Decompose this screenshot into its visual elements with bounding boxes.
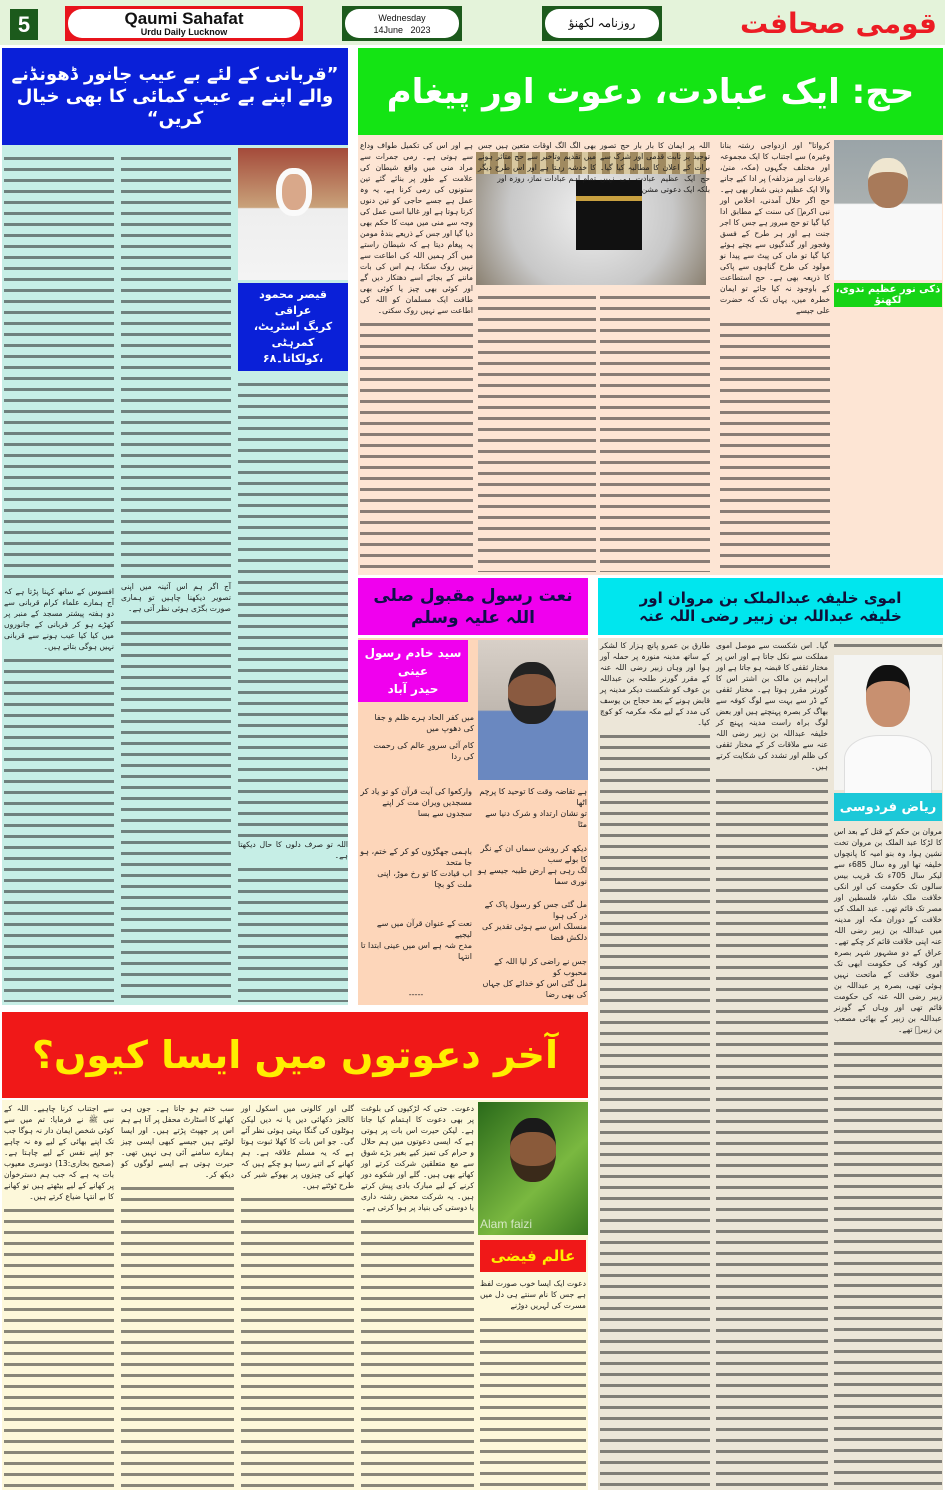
roznama-box — [542, 6, 662, 41]
author-photo-alam — [478, 1102, 588, 1235]
umayyad-author-caption: ریاض فردوسی — [834, 793, 942, 821]
dawat-column-2 — [361, 1103, 474, 1488]
poem-line: وارکعوا کی آیت قرآن کو تو یاد کر — [360, 787, 472, 796]
author-photo-qaiser — [238, 148, 348, 280]
urdu-logo: قومی صحافت — [739, 7, 937, 40]
qurbani-headline-line1: ”قربانی کے لئے بے عیب جانور ڈھونڈنے — [11, 63, 339, 85]
poet-photo — [478, 640, 588, 780]
couplet — [477, 899, 587, 943]
photo-watermark: Alam faizi — [480, 1217, 533, 1231]
column-text: دعوت ایک ایسا خوب صورت لفظ ہے جس کا نام سنتے ہی دل میں مسرت کی لہریں دوڑنے — [480, 1279, 586, 1310]
qurbani-author-caption — [238, 283, 348, 371]
column-text: طارق بن عمرو پانچ ہزار کا لشکر کے ساتھ مدینہ منورہ پر حملہ آور ہوا اور وہاں زبیر رضی اللہ عنہ کے مقرر گورنر طلحہ بن عبداللہ بن عوف کو شکست دیکر مدینہ پر قابض ہونے کے بعد حجاج بن یوسف کی مدد کے لیے مکہ مکرمہ کو کوچ کیا۔ — [600, 641, 710, 727]
poem-line: اب قیادت کا تو رخ موڑ، اپنی ملت کو بچا — [377, 869, 472, 890]
hajj-headline: حج: ایک عبادت، دعوت اور پیغام — [358, 48, 943, 135]
brand-box — [65, 6, 303, 41]
poem-line: باہمی جھگڑوں کو کر کے ختم، ہو جا متحد — [360, 847, 472, 868]
author-photo-riyaz — [834, 655, 942, 790]
author-photo-zaki — [834, 140, 942, 280]
couplet — [477, 843, 587, 887]
umayyad-column-2 — [716, 640, 828, 1488]
qurbani-column-2 — [121, 150, 231, 1002]
hajj-column-3 — [478, 140, 596, 572]
poem-line: مل گئی جس کو رسول پاک کے در کی ہوا — [484, 900, 587, 921]
date-box — [342, 6, 462, 41]
brand-name: Qaumi Sahafat — [124, 9, 244, 28]
poet-city: حیدر آباد — [387, 682, 439, 696]
column-text: گلی اور کالونی میں اسکول اور کالجز دکھائی دیں یا نہ دیں لیکن ہوٹلوں کی گنگا بہتی ہوئی نظر آئے گی۔ جو اس بات کا کھلا ثبوت ہوتا ہے کہ یہ مسلم علاقہ ہے۔ ہم کھانے کے اتنے رسیا ہو چکے ہیں کہ کھانے کی چیزوں پر بھوکے شیر کی طرح ٹوٹتے ہیں۔ — [241, 1104, 354, 1190]
weekday: Wednesday — [378, 13, 426, 23]
column-text: اللہ تو صرف دلوں کا حال دیکھتا ہے۔ — [238, 840, 348, 860]
poem-line: دیکھ کر روشن سماں ان کے نگر کا بولے سب — [480, 843, 587, 864]
poem-line: لگ رہی ہے ارض طیبہ جیسے ہو نوری سما — [477, 865, 587, 886]
column-text: سے اجتناب کرنا چاہیے۔ اللہ کے نبی ﷺ نے فرمایا: تم میں سے کوئی شخص ایمان دار نہ ہوگا جب تک اپنے بھائی کے لیے وہ نہ چاہے جو اپنے نفس کے لیے چاہتا ہے۔ (صحیح بخاری:13) دوسری معیوب بات یہ ہے کہ جب ہم دسترخوان پر کھانے کے لیے بیٹھتے ہیں تو کھانے کا بے انتہا ضیاع کرتے ہیں۔ — [4, 1104, 114, 1201]
column-text: افسوس کے ساتھ کہنا پڑتا ہے کہ آج ہمارے علماء کرام قربانی سے دو ہفتہ پیشتر مسجد کے منبر پر کھڑے ہو کر قربانی کے جانوروں میں کیا کیا عیب ہونے سے قربانی نہیں ہوگی بتاتے ہیں۔ — [4, 587, 114, 652]
poem-line: منسلک اس سے ہوئی تقدیر کی دلکش فضا — [481, 922, 587, 943]
naat-poet-caption — [358, 640, 468, 702]
dawat-column-1 — [480, 1278, 586, 1488]
couplet — [477, 786, 587, 830]
poem-line: کام آئی سرورِ عالم کی رحمت کی ردا — [373, 741, 474, 761]
column-text: کرواتا" اور ازدواجی رشتہ بنانا وغیرہ) سے اجتناب کا ایک مجموعہ اور مختلف جگہوں (مکہ، منیٰ، عرفات اور مزدلفہ) پر ادا کیے جانے والا ایک عظیم دینی شعار بھی ہے۔ حج اگر حلال آمدنی، اخلاص اور نبی اکرمؐ کی سنت کے مطابق ادا کیا گیا تو حج مبرور ہے جس کا اجر جنت ہے اور ہر طرح کے فسق وفجور اور گندگیوں سے بچتے ہوئے کیا گیا تو ماں کی پیٹ سے پیدا نو مولود کی طرح گناہوں سے پاکی کا ذریعہ بھی ہے۔ حج استطاعت کے باوجود نہ کیا جائے تو ایمان خطرہ میں، یہاں تک کہ حضرت علی جیسے — [720, 141, 830, 315]
umayyad-headline-line2: خلیفہ عبداللہ بن زبیر رضی اللہ عنہ — [639, 606, 902, 625]
hajj-column-1 — [720, 140, 830, 572]
hajj-column-2 — [600, 140, 710, 572]
column-text: اللہ پر ایمان کا بار بار حج تصور توحید پر ثابت قدمی اور شرک سے برات کے اعلان کا مطالبہ کیا گیا۔ حج ایک عظیم عبادت ہی نہیں بلکہ ایک دعوتی مشن — [600, 141, 710, 194]
roznama-label: روزنامہ لکھنؤ — [545, 9, 659, 38]
dawat-column-3 — [241, 1103, 354, 1488]
naat-column-left — [360, 786, 472, 1000]
poem-line: مسجدیں ویران مت کر اپنے سجدوں سے بسا — [382, 798, 472, 818]
column-text: ہے اور اس کی تکمیل طواف وداع سے ہوتی ہے۔ رمی جمرات سے مراد منی میں واقع شیطان کی علامت کے طور پر بنائے گئے تین ستونوں کی رمی کرنا ہے، یہ وہ عمل ہے جسے حاجی کو تین دنوں کرنا ہوتا ہے اور غالبا اسی عمل کی وجہ سے منی میں میت کا حکم بھی دیا گیا اور جس کے ذریعے بندۂ مومن یہ پیغام دیتا ہے کہ شیطان راستے میں آکر ہمیں اللہ کی اطاعت سے نہیں روک سکتا، ہم اس کی بات ماننے کے بجائے اسے دھتکار دیں گے اور کوئی بھی چیز یا کوئی بھی طاقت ایک مسلمان کو اللہ کی اطاعت سے نہیں روک سکتی۔ — [360, 141, 473, 315]
umayyad-headline — [598, 578, 943, 635]
qurbani-column-3 — [238, 376, 348, 1002]
poem-line: میں کفر الحاد ہرے ظلم و جفا کی دھوپ میں — [374, 713, 474, 733]
page-number: 5 — [10, 9, 38, 40]
author-address-1: کریگ اسٹریٹ، کمرہٹی — [253, 320, 333, 349]
date: 14June 2023 — [373, 25, 431, 35]
couplet — [360, 786, 472, 819]
end-mark: ----- — [408, 989, 424, 999]
poem-line: مدح شہ ہے اس میں عینی ابتدا تا انتہا — [360, 940, 472, 961]
couplet — [360, 846, 472, 890]
naat-intro — [362, 712, 474, 762]
poem-line: ہے تقاضہ وقت کا توحید کا پرچم اٹھا — [479, 787, 587, 807]
qurbani-column-1 — [4, 150, 114, 1002]
poem-line: جس نے راضی کر لیا اللہ کے محبوب کو — [494, 956, 587, 977]
hajj-column-4 — [360, 140, 473, 572]
author-name: قیصر محمود عراقی — [259, 288, 327, 317]
column-text: بھی الگ الگ اوقات متعین ہیں جس میں تقدیم وتاخیر سے حج متاثر ہونے کا خدشہ رہتا ہے اور اس طرح دیگر تمام اہم عبادات نماز، روزہ اور — [478, 141, 596, 183]
hajj-author-caption: ذکی نور عظیم ندوی، لکھنؤ — [835, 284, 941, 306]
naat-headline: نعت رسول مقبول صلی اللہ علیہ وسلم — [358, 578, 588, 635]
couplet — [477, 956, 587, 1000]
poem-line: مل گئی اس کو خدائے کل جہاں کی بھی رضا — [482, 978, 587, 999]
umayyad-column-1 — [834, 826, 942, 1488]
umayyad-column-1-top — [834, 640, 942, 654]
column-text: گیا۔ اس شکست سے موصل اموی مملکت سے نکل جاتا ہے اور اس پر مختار ثقفی کا قبضہ ہو جاتا ہے اور ابراہیم بن مالک بن اشتر اس کا گورنر مقرر ہوتا ہے۔ مختار ثقفی کے ڈر سے بہت سے لوگ کوفہ سے بھاگ کر بصرہ پہنچتے ہیں اور بعض لوگ براہ راست مدینہ پہنچ کر خلیفہ عبداللہ بن زبیر رضی اللہ عنہ سے ملاقات کر کے مختار ثقفی کی ظلم اور تشدد کی شکایت کرتے ہیں۔ — [716, 641, 828, 771]
dawat-headline: آخر دعوتوں میں ایسا کیوں؟ — [2, 1012, 588, 1098]
poem-line: نعت کے عنوان قرآن میں سے لیجیے — [376, 918, 472, 939]
umayyad-headline-line1: اموی خلیفہ عبدالملک بن مروان اور — [639, 588, 902, 607]
couplet — [360, 918, 472, 962]
author-address-2: ،کولکاتا۔۶۸ — [262, 352, 324, 365]
column-text: آج اگر ہم اس آئینہ میں اپنی تصویر دیکھنا چاہیں تو ہماری صورت بگڑی ہوئی نظر آتی ہے۔ — [121, 581, 231, 613]
naat-column-right — [477, 786, 587, 1000]
column-text: سب ختم ہو جاتا ہے۔ جوں ہی کھانے کا اسٹارٹ محفل پر آتا ہے ہم اس پر جھپٹ پڑتے ہیں۔ اور ایسا لوٹتے ہیں جیسے کبھی ایسی چیز ہمارے سامنے آئی ہی نہیں تھی۔ حیرت ہوتی ہے ایسے لوگوں کو دیکھ کر۔ — [121, 1104, 234, 1179]
poem-line: تو نشان ارتداد و شرک دنیا سے مٹا — [485, 809, 587, 829]
dawat-author-caption: عالم فیضی — [480, 1240, 586, 1272]
qurbani-headline — [2, 48, 348, 145]
umayyad-column-3 — [600, 640, 710, 1488]
dawat-column-5 — [4, 1103, 114, 1488]
column-text: مروان بن حکم کے قتل کے بعد اس کا لڑکا عبد الملک بن مروان تخت نشین ہوا، وہ بنو امیہ کا پانچواں خلیفہ تھا اور وہ سال 685ء سے لیکر سال 705ء تک قریب بیس سالوں تک حکومت کی اور انکی خلافت ملک شام، فلسطین اور مصر تک قائم تھی۔ عبد الملک کی خلافت کے دوران مکہ اور مدینہ میں عبداللہ بن زبیر رضی اللہ عنہ اپنی خلافت قائم کر چکے تھے۔ عراق کے دو مشہور شہر بصرہ اور کوفہ کی حکومت ابھی تک اموی خلافت کے ماتحت نہیں ہوئی تھی، بصرہ پر عبداللہ بن زبیر رضی اللہ عنہ کی حکومت قائم تھی اور وہاں کے گورنر عبداللہ بن زبیر کے بھائی مصعب بن زبیرؓ تھے۔ — [834, 827, 943, 1034]
brand-subtitle: Urdu Daily Lucknow — [140, 27, 228, 37]
column-text: دعوت۔ حتی کہ لڑکیوں کی بلوغت پر بھی دعوت کا اہتمام کیا جاتا ہے۔ لیکن حیرت اس بات پر ہوتی ہے کہ ایسی دعوتوں میں ہم حلال و حرام کی تمیز کیے بغیر بڑے شوق سے مع متعلقین شرکت کرتے اور کھاتے بھی ہیں۔ گلے اور شکوے دور کرنے کے لیے مبارک بادی پیش کرتے ہیں۔ یہ شرکت محض رشتہ داری یا دوستی کی بنیاد پر ہوا کرتی ہے۔ — [361, 1104, 474, 1212]
dawat-column-4 — [121, 1103, 234, 1488]
poet-name: سید خادم رسول عینی — [364, 646, 462, 678]
qurbani-headline-line2: والے اپنے بے عیب کمائی کا بھی خیال کریں“ — [16, 85, 334, 129]
